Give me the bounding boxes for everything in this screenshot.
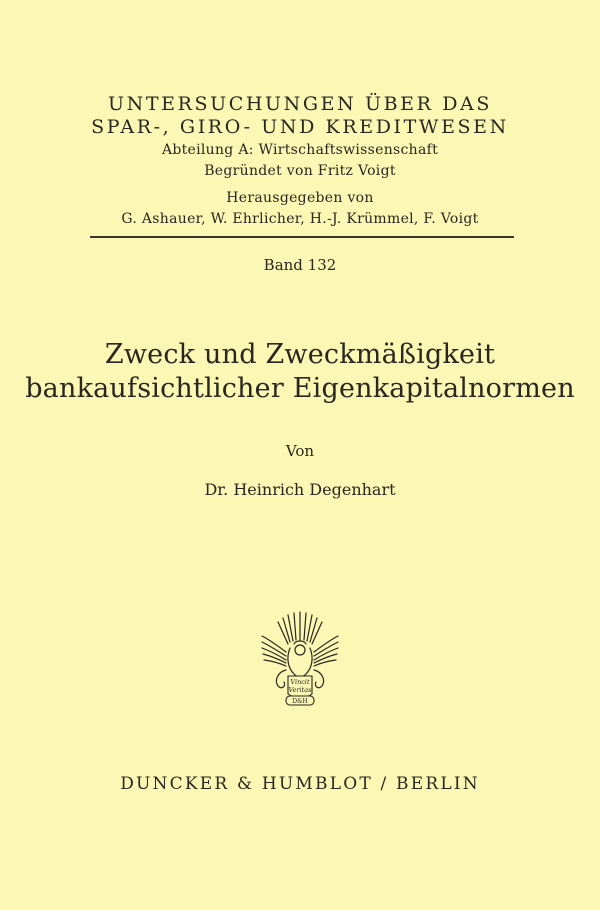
series-title-line-2: SPAR-, GIRO- UND KREDITWESEN xyxy=(91,116,509,138)
series-title-line-1: UNTERSUCHUNGEN ÜBER DAS xyxy=(108,93,492,115)
by-label: Von xyxy=(285,442,315,460)
editors-label: Herausgegeben von xyxy=(226,190,374,206)
series-founder: Begründet von Fritz Voigt xyxy=(204,163,396,179)
series-department: Abteilung A: Wirtschaftswissenschaft xyxy=(161,142,439,158)
logo-motto-line-2: Veritas xyxy=(288,686,312,694)
phoenix-emblem-icon xyxy=(256,606,344,714)
logo-initials: D&H xyxy=(292,698,308,705)
publisher-imprint: DUNCKER & HUMBLOT / BERLIN xyxy=(120,774,480,794)
book-title-line-1: Zweck und Zweckmäßigkeit xyxy=(104,339,496,370)
volume-number: Band 132 xyxy=(263,256,337,274)
logo-motto-line-1: Vincit xyxy=(290,678,310,686)
book-title-line-2: bankaufsichtlicher Eigenkapitalnormen xyxy=(25,373,575,404)
author-name: Dr. Heinrich Degenhart xyxy=(204,480,396,499)
divider-rule xyxy=(90,236,514,238)
editors-list: G. Ashauer, W. Ehrlicher, H.-J. Krümmel, F. Voigt xyxy=(121,211,479,227)
